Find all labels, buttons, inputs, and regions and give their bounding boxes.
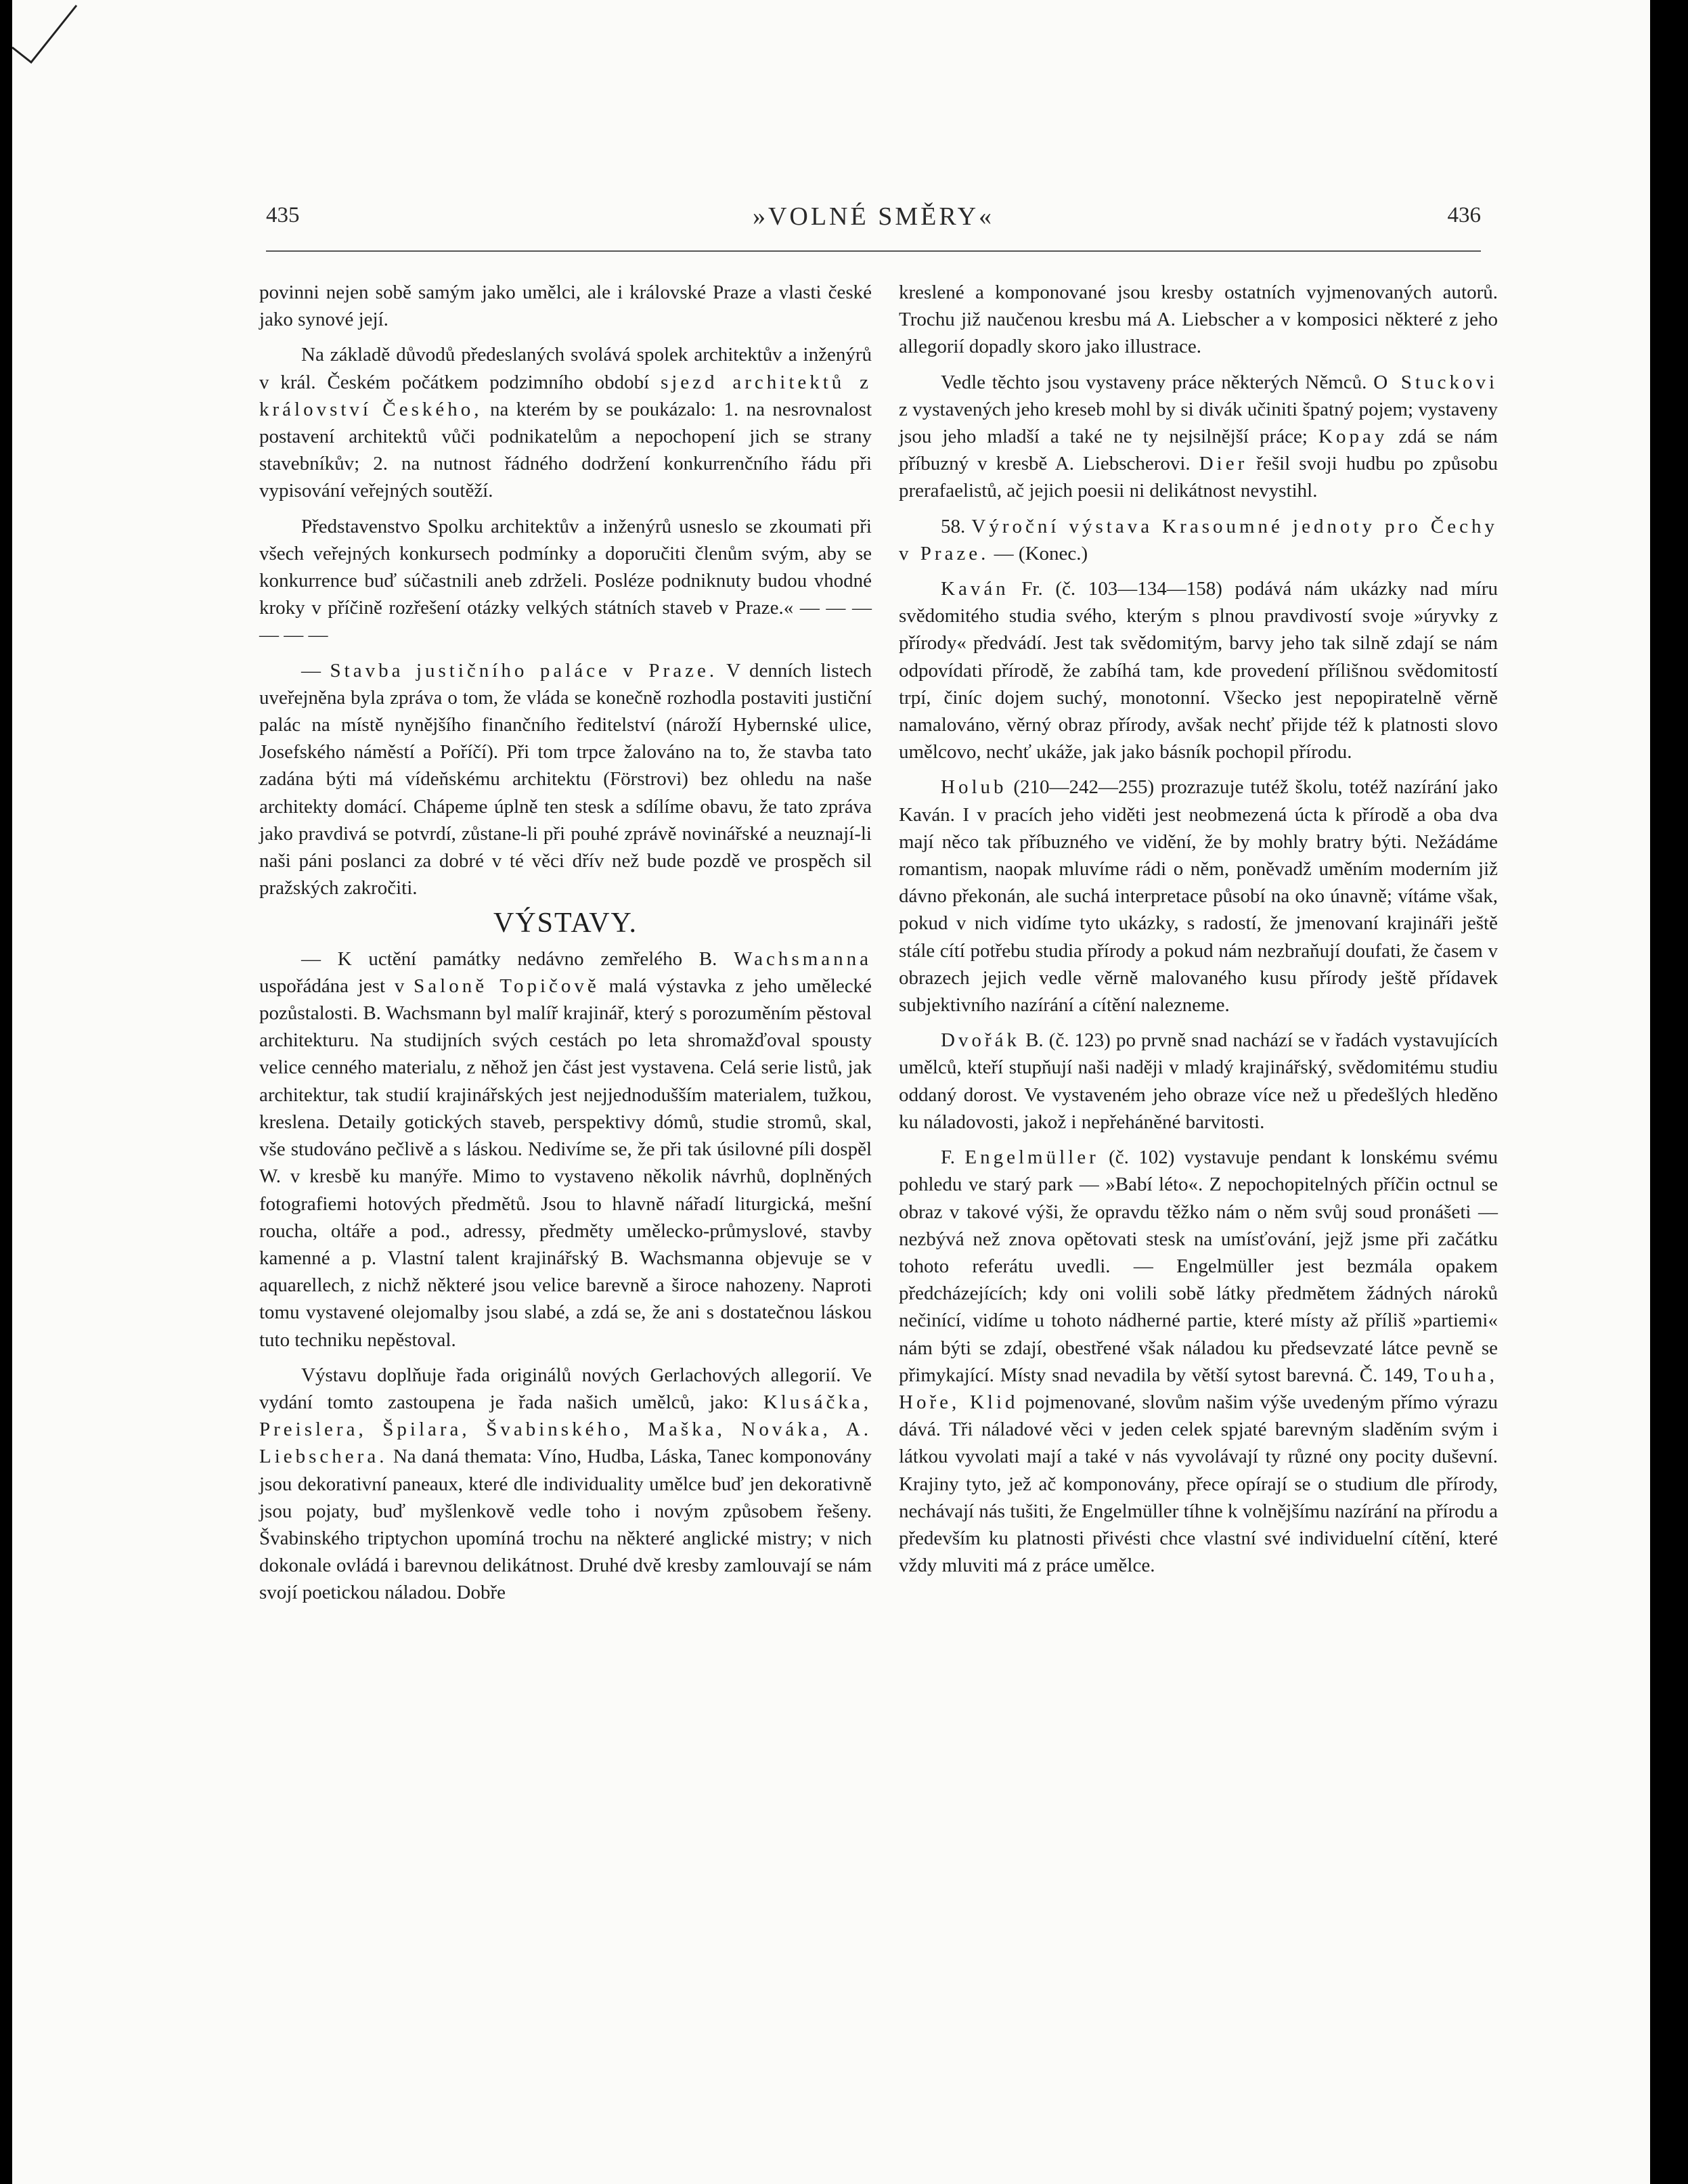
paragraph: Představenstvo Spolku architektův a inženýrů usneslo se zkoumati při všech veřejných konkursech podmínky a doporučiti členům svým, aby se konkurrence buď súčastnili aneb zdrželi. Posléze podniknuty budou vhodné kroky v příčině rozřešení otázky velkých státních staveb v Praze.« — — — — — — xyxy=(259,515,872,646)
paragraph: Vedle těchto jsou vystaveny práce některých Němců. O Stuckovi z vystavených jeho kreseb mohl by si divák učiniti špatný pojem; vystaveny jsou jeho mladší a také ne ty nejsilnější práce; Kopay zdá se nám příbuzný v kresbě A. Liebscherovi. Dier řešil svoji hudbu po způsobu prerafaelistů, ač jejich poesii ni delikátnost nevystihl. xyxy=(899,371,1498,502)
page-corner-mark xyxy=(12,0,93,81)
scanned-page xyxy=(12,0,1650,2184)
left-column xyxy=(259,279,872,1615)
paragraph: povinni nejen sobě samým jako umělci, ale i královské Praze a vlasti české jako synové její. xyxy=(259,282,872,331)
paragraph: Na základě důvodů předeslaných svolává spolek architektův a inženýrů v král. Českém počátkem podzimního období sjezd architektů z království Českého, na kterém by se poukázalo: 1. na nesrovnalost postavení architektů vůči podnikatelům a nepochopení jich se strany stavebníkův; 2. na nutnost řádného dodržení konkurrenčního řádu při vypisování veřejných soutěží. xyxy=(259,344,872,502)
paragraph: 58. Výroční výstava Krasoumné jednoty pro Čechy v Praze. — (Konec.) xyxy=(899,515,1498,564)
section-heading: VÝSTAVY. xyxy=(493,908,638,939)
journal-title: »VOLNÉ SMĚRY« xyxy=(752,202,995,231)
paragraph: Holub (210—242—255) prozrazuje tutéž školu, totéž nazírání jako Kaván. I v pracích jeho viděti jest neobmezená úcta k přírodě a oba dva mají něco tak příbuzného ve vidění, že by mohly bratry býti. Nežádáme romantism, naopak mluvíme rádi o něm, poněvadž uměním moderním již dávno překonán, ale suchá interpretace působí na oko únavně; vítáme však, pokud v nich vidíme tyto ukázky, s radostí, že jmenovaní krajináři ještě stále cítí potřebu studia přírody a pokud nám nezbraňují doufati, že časem v obrazech jejich vedle věrně malovaného kusu přírody ještě přídavek subjektivního nazírání a cítění nalezneme. xyxy=(899,776,1498,1017)
paragraph: — K uctění památky nedávno zemřelého B. Wachsmanna uspořádána jest v Saloně Topičově malá výstavka z jeho umělecké pozůstalosti. B. Wachsmann byl malíř krajinář, který s porozuměním pěstoval architekturu. Na studijních svých cestách po leta shromažďoval spousty velice cenného materialu, z něhož jen část jest vystavena. Celá serie listů, jak architektur, tak studií krajinářských jest nejjednodušším materialem, tužkou, kreslena. Detaily gotických staveb, perspektivy dómů, studie stromů, skal, vše studováno pečlivě a s láskou. Nedivíme se, že při tak úsilovné píli dospěl W. v kresbě ku manýře. Mimo to vystaveno několik návrhů, doplněných fotografiemi hotových předmětů. Jsou to hlavně nářadí liturgická, mešní roucha, oltáře a pod., adressy, předměty umělecko-průmyslové, stavby kamenné a p. Vlastní talent krajinářský B. Wachsmanna objevuje se v aquarellech, z nichž některé jsou velice barevně a široce nahozeny. Naproti tomu vystavené olejomalby jsou slabé, a zdá se, že ani s dostatečnou láskou tuto techniku nepěstoval. xyxy=(259,948,872,1351)
header-rule xyxy=(266,250,1481,252)
paragraph: Dvořák B. (č. 123) po prvně snad nachází se v řadách vystavujících umělců, kteří stupňují naši naději v mladý krajinářský, svědomitému studiu oddaný dorost. Ve vystaveném jeho obraze více než u předešlých hleděno ku náladovosti, jakož i nepřeháněné barvitosti. xyxy=(899,1029,1498,1133)
paragraph: — Stavba justičního paláce v Praze. V denních listech uveřejněna byla zpráva o tom, že vláda se konečně rozhodla postaviti justiční palác na místě nynějšího finančního ředitelství (nároží Hybernské ulice, Josefského náměstí a Poříčí). Při tom trpce žalováno na to, že stavba tato zadána býti má vídeňskému architektu (Förstrovi) bez ohledu na naše architekty domácí. Chápeme úplně ten stesk a sdílíme obavu, že tato zpráva jako pravdivá se potvrdí, zůstane-li při pouhé zprávě novinářské a neuznají-li naši páni poslanci za dobré v té věci dřív než bude pozdě ve prospěch sil pražských zakročiti. xyxy=(259,659,872,899)
paragraph: kreslené a komponované jsou kresby ostatních vyjmenovaných autorů. Trochu již naučenou kresbu má A. Liebscher a v komposici některé z jeho allegorií dopadly skoro jako illustrace. xyxy=(899,282,1498,358)
page-header xyxy=(266,203,1481,237)
paragraph: Výstavu doplňuje řada originálů nových Gerlachových allegorií. Ve vydání tomto zastoupena je řada našich umělců, jako: Klusáčka, Preislera, Špilara, Švabinského, Maška, Nováka, A. Liebschera. Na daná themata: Víno, Hudba, Láska, Tanec komponovány jsou dekorativní paneaux, které dle individuality umělce buď jen dekorativně jsou pojaty, buď myšlenkově vedle toho i novým způsobem řešeny. Švabinského triptychon upomíná trochu na některé anglické mistry; v nich dokonale ovládá i barevnou delikátnost. Druhé dvě kresby zamlouvají se nám svojí poetickou náladou. Dobře xyxy=(259,1364,872,1604)
page-number-left: 435 xyxy=(266,203,300,227)
paragraph: Kaván Fr. (č. 103—134—158) podává nám ukázky nad míru svědomitého studia svého, kterým s plnou pravdivostí svoje »úryvky z přírody« předvádí. Jest tak svědomitým, barvy jeho tak silně zdají se nám odpovídati přírodě, že zabíhá tam, kde provedení přílišnou svědomitostí trpí, činíc dojem suchý, monotonní. Všecko jest nepopiratelně věrně namalováno, věrný obraz přírody, avšak nechť přijde též k platnosti slovo umělcovo, nechť ukáže, jak jako básník pochopil přírodu. xyxy=(899,578,1498,763)
page-number-right: 436 xyxy=(1447,203,1481,227)
right-column xyxy=(899,279,1498,1587)
scan-edge xyxy=(1650,0,1688,2184)
paragraph: F. Engelmüller (č. 102) vystavuje pendant k lonskému svému pohledu ve starý park — »Babí léto«. Z nepochopitelných příčin octnul se obraz v takové výši, že opravdu těžko nám o něm svůj soud pronášeti — nezbývá než znova opětovati stesk na umísťování, jejž jsme při začátku tohoto referátu uvedli. — Engelmüller jest bezmála opakem předcházejících; kdy oni volili sobě látky předmětem žádných nároků nečinící, vidíme u tohoto nádherné partie, které místy až příliš »partiemi« nám býti se zdají, obestřené však náladou ku předsevzaté látce pevně se přimykající. Místy snad nevadila by větší sytost barevná. Č. 149, Touha, Hoře, Klid pojmenované, slovům našim výše uvedeným přímo výrazu dává. Tři náladové věci v jeden celek spjaté barevným sladěním svým i látkou vyvolati mají a také v nás vyvolávají ty různé ony pocity duševní. Krajiny tyto, jež ač komponovány, přece opírají se o studium dle přírody, nechávají nás tušiti, že Engelmüller tíhne k volnějšímu nazírání na přírodu a především ku platnosti přivésti chce vlastní své individuelní cítění, které vždy mluviti má z práce umělce. xyxy=(899,1146,1498,1577)
